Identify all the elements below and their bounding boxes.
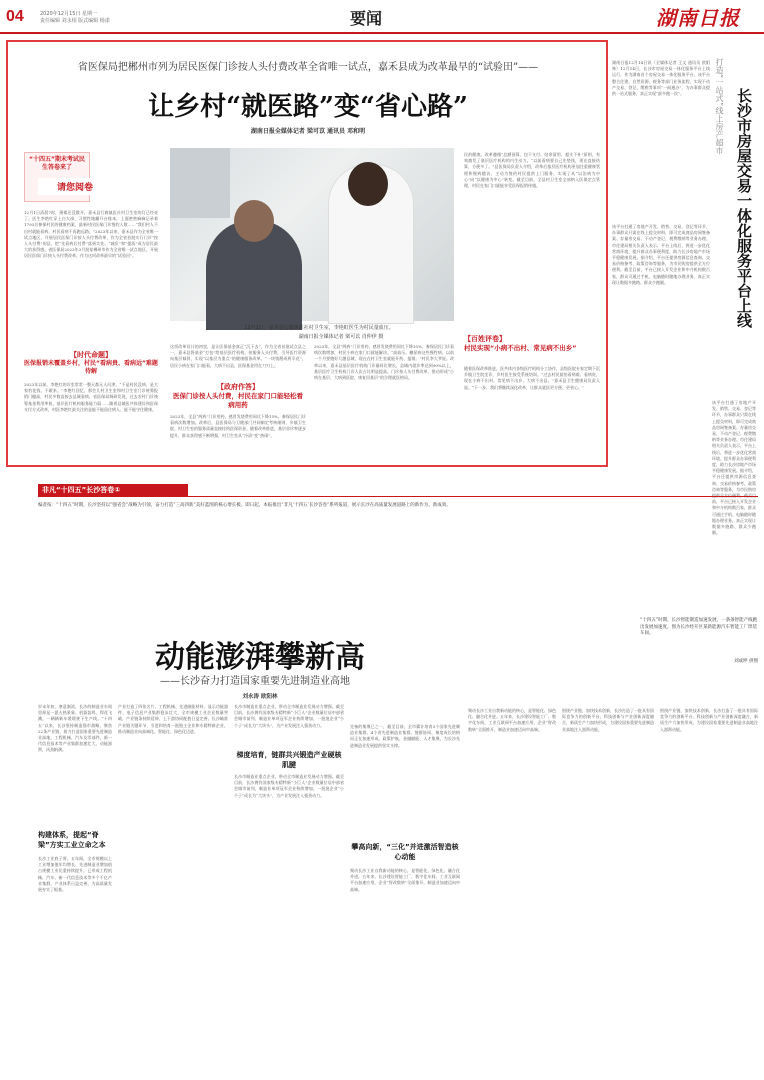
gov-headline: 医保门诊按人头付费，村民在家门口能轻松看病用药 bbox=[170, 392, 306, 410]
lead-kicker: 省医保局把郴州市列为居民医保门诊按人头付费改革全省唯一试点，嘉禾县成为改革最早的“试验田”—— bbox=[77, 62, 539, 73]
feature-body-col1: 岁末年初，寒意渐浓，长沙的制造业车间里却是一派火热景象。机器轰鸣、焊花飞溅，一辆辆新车缓缓驶下生产线。“十四五”以来，长沙坚持制造强市战略，聚焦22条产业链，着力打造国家重要先进制造业高地，工程机械、汽车及零部件、新一代信息技术等产业集群加速壮大，动能澎湃，风劲帆满。 bbox=[38, 704, 112, 753]
sidebar-body: 该平台打通了房地产开发、销售、交易、登记等环节，办事群众只需在线上提交材料，即可完成商品房网签备案、存量房交易、不动产登记、税费缴纳等业务办理。市住建局相关负责人表示，平台上线后，将进一步优化营商环境，提升群众办事便利度，助力长沙房地产市场平稳健康发展。据介绍，平台还提供房源信息查询、交易价格参考、政策咨询等服务，为市民购房提供全方位便利。截至目前，平台已接入开发企业和中介机构数百家，群众可通过手机、电脑随时随地办理业务，真正实现让数据多跑路、群众少跑腿。 bbox=[612, 224, 710, 285]
feature-body-col3: 长沙市制造业重点企业，带动全市制造业发展动力增强。截至目前，长沙拥有国家级专精特新“小巨人”企业数量位居中部省会城市前列，制造业单项冠军企业持续增加。一批批企业“小个子”成长为“大块头”，为产业发展注入强劲动力。 bbox=[234, 704, 344, 728]
feature-sub2: 梯度培育，链群共兴锻造产业硬核肌腱 bbox=[236, 751, 342, 769]
lead-byline: 湖南日报全媒体记者 梁可苡 通讯员 邓和明 bbox=[250, 128, 366, 135]
feature-intro: 编者按：“十四五”时期，长沙坚持以“强省会”战略为引领，奋力打造“三高四新”美好蓝图的核心增长极。即日起，本报推出“非凡‘十四五’长沙答卷”系列报道，展示长沙在高质量发展道路上的新作为、新成效。 bbox=[38, 503, 451, 508]
feature-body-col5: 聚动长沙工业自我新动能的核心，是智能化、绿色化、融合化并进。五年来，长沙建设智能工厂、数字化车间，工业互联网平台加速应用，企业“智改数转”全面推开，制造业加速迈向中高端。 bbox=[468, 708, 556, 732]
editors: 责任编辑 刘永相 版式编辑 杨漾 bbox=[40, 18, 110, 24]
photo-caption: 12月1日，嘉禾县行廊镇医社村卫生室，李艳虹医生为村民量血压。 bbox=[244, 325, 394, 331]
lead-body-col1b: 2023年以前，李艳红的诊室常常一整天都无人问津。“不是村民没病，是大家怕花钱、不敢来。”李艳红回忆，那会儿村卫生室和村卫生室门诊统筹报销门槛高，村民多数直接去县城看病。省医保局调研发现，过去农村门诊统筹基金利用率低，基层医疗机构服务能力弱……随着县域医共体建设和医保支付方式改革，村医李艳红最关注的是能不能留住病人、能不能守住健康。 bbox=[24, 382, 158, 412]
feature-byline: 刘永涛 欧阳林 bbox=[242, 694, 278, 700]
lead-photo bbox=[170, 148, 454, 321]
lead-body-col2b: 2023年，全县“两病”门诊用药，感冒发烧费用同比下降15%，参保居民门诊看病次数增加。改革后，县医保局与卫健部门共同制定考核细则，乡镇卫生院、村卫生室的服务质量直接挂钩医保资金。随着改革推进，基层首诊率逐步提升，群众获得感不断增强，村卫生室从“冷清”变“热闹”。 bbox=[170, 414, 306, 438]
sidebar-headline: 长沙市房屋交易一体化服务平台上线 bbox=[735, 88, 753, 328]
lead-body-col4: 民的健康。改革遵循“总额预算、包干支付、结余留用、超支不补”原则，有效激发了基层医疗机构的内生动力。“以前看病要自己先垫钱，现在直接结算，方便多了。”县医保局负责人介绍，改革后基层医疗机构更加注重健康管理和慢病随访，主动为签约村民提供上门服务，实现了从“以治病为中心”向“以健康为中心”转变。截至目前，全县村卫生室全部纳入医保定点管理，村民在家门口就能享受医保报销待遇。 bbox=[464, 152, 600, 189]
sidebar-story bbox=[612, 40, 760, 536]
doctor-head bbox=[348, 162, 388, 206]
robot-arm bbox=[469, 557, 551, 652]
feature-body-col6: 围绕产业链，加快技术创新，长沙打造了一批具有国际竞争力的创新平台，科技创新与产业创新深度融合，新质生产力加快形成，为建设国家重要先进制造业高地注入澎湃动能。 bbox=[562, 708, 654, 732]
feature-body-col7: 围绕产业链，加快技术创新，长沙打造了一批具有国际竞争力的创新平台，科技创新与产业创新深度融合，新质生产力加快形成，为建设国家重要先进制造业高地注入澎湃动能。 bbox=[660, 708, 758, 732]
medicine-shelf bbox=[170, 148, 230, 218]
lead-story bbox=[6, 40, 608, 467]
time-tag: 【时代命题】 bbox=[70, 351, 112, 359]
gov-tag: 【政府作答】 bbox=[170, 382, 306, 392]
intro-title: 请您阅卷 bbox=[38, 178, 112, 195]
lead-body-col3: 2023年，全县“两病”门诊用药，感冒发烧费用同比下降15%，参保居民门诊看病次数增加，村民小病在家门口就能解决。“高血压、糖尿病这些慢性病，以前一个月要跑好几趟县城，现在在村卫生室就能开药、报销。”村民李大爷说。改革以来，嘉禾县基层医疗机构门诊量同比增长，县域内就诊率达到90%以上，基层医疗卫生机构门诊人次占比明显提高。门诊按人头付费改革，推动形成“小病在基层、大病到医院、康复回基层”的合理就医格局。 bbox=[314, 344, 454, 381]
section-title: 要闻 bbox=[350, 9, 383, 28]
feature-body-col2: 产业打造了四张名片，工程机械、先进储能材料、显示功能器件、电子信息产业集群稳步壮大，全市规模工业企业数量突破，产业链条持续延伸，上下游协同配套日益完善。长沙瞄准产业链关键环节，引进和培育一批链主企业和专精特新企业，推动制造业向高端化、智能化、绿色化迈进。 bbox=[118, 704, 228, 734]
time-headline: 医保报销未覆盖乡村，村民“看病贵、看病远”难题待解 bbox=[24, 360, 158, 375]
feature-sub3: 攀高向新，“三化”并进激活智造核心动能 bbox=[351, 843, 459, 861]
feature-sub1: 构建体系，提起“脊梁”方实工业立命之本 bbox=[38, 831, 106, 849]
lead-headline: 让乡村“就医路”变“省心路” bbox=[148, 92, 468, 122]
issue-date: 2020年12月15日 星期一 bbox=[40, 11, 98, 17]
sidebar-vertical-title: 打造“一站式”线上房产超市 bbox=[715, 58, 724, 155]
feature-body-col4: 完备的集聚已之一，截至目前，全市累计培育3个国家先进制造业集群，4个省先进制造业集群。链群协同、梯度成长的格局正在加速形成。政策护航、金融赋能、人才集聚，为长沙先进制造业发展提供坚实支撑。 bbox=[350, 724, 460, 748]
patient-head bbox=[234, 200, 274, 242]
feature-tag: 非凡“十四五”长沙答卷① bbox=[38, 484, 188, 496]
sidebar-body-2: 该平台打通了房地产开发、销售、交易、登记等环节，办事群众只需在线上提交材料，即可完成商品房网签备案、存量房交易、不动产登记、税费缴纳等业务办理。市住建局相关负责人表示，平台上线后，将进一步优化营商环境，提升群众办事便利度，助力长沙房地产市场平稳健康发展。据介绍，平台还提供房源信息查询、交易价格参考、政策咨询等服务，为市民购房 前，平台已接入开发企业和中介机构数百家，群众可通过手机、电脑随时随地办理业务，真正实现让数据多跑路、群众少跑腿。 bbox=[712, 400, 756, 536]
photo-credit: 湖南日报全媒体记者 梁可苡 肖仲伊 摄 bbox=[298, 334, 384, 340]
masthead bbox=[0, 0, 764, 34]
feature-subhead: ——长沙奋力打造国家重要先进制造业高地 bbox=[160, 676, 350, 687]
feature-tag-line bbox=[38, 496, 758, 497]
issue-date-editors bbox=[40, 11, 110, 25]
page-number: 04 bbox=[6, 8, 24, 25]
feature-body-col1b: 长沙工业底子厚。五年间，全市规模以上工业增加值年均增长，先进制造业增加值占规模工业比重持续提升，已形成工程机械、汽车、新一代信息技术等多个千亿产业集群，产业体系日益完善，为高质量发展夯实了根基。 bbox=[38, 856, 112, 893]
factory-ceiling bbox=[0, 524, 764, 574]
feature-photo-caption: “十四五”时期，长沙智能制造加速发展，一条条智能产线跑出发展加速度。图为长沙经开区某新能源汽车智能工厂焊装车间。 bbox=[640, 618, 758, 636]
public-headline: 村民实现“小病不出村、常见病不出乡” bbox=[464, 344, 577, 352]
newspaper-logo: 湖南日报 bbox=[656, 6, 740, 30]
feature-photo-credit: 刘成坤 供图 bbox=[734, 659, 758, 664]
public-tag: 【百姓评卷】 bbox=[464, 335, 506, 343]
lead-body-col4b: 随着医保改革推进，医共体内各级医疗机构分工协作，县级医院专家定期下沉乡镇卫生院坐诊，乡村医生接受系统培训。“过去村民最怕看病难、看病贵，现在小病不出村、常见病不出乡，大病不出县。”嘉禾县卫生健康局负责人说。“下一步，我们将继续深化改革，让群众就医更方便、更省心。” bbox=[464, 366, 600, 390]
sidebar-lead-text: 湖南日报12月14日讯（全媒体记者 王文 通讯员 欧阳林）12月14日，长沙市房屋交易一体化服务平台上线运行，作为湖南首个房屋交易一体化服务平台，该平台整合住建、自然资源、税务等部门业务流程，实现不动产交易、登记、缴税等事项“一网通办”，为办事群众提供一站式服务，真正实现“最多跑一次”。 bbox=[612, 60, 710, 97]
intro-tag: “十四五”期末考试民生答卷来了 bbox=[29, 156, 85, 171]
feature-body-col4b: 聚动长沙工业自我新动能的核心，是智能化、绿色化、融合化并进。五年来，长沙建设智能工厂、数字化车间，工业互联网平台加速应用，企业“智改数转”全面推开，制造业加速迈向中高端。 bbox=[350, 868, 460, 892]
lead-body-col2: 这项改革设计的初衷，是让医保基金真正“沉下去”，作为全省首批试点县之一，嘉禾县将基金“打包”给基层医疗机构，按服务人头付费，引导医疗资源向基层倾斜，实现“以基层为重点”的健康服务改革。“一块钱掰成两半花”，居民小病在家门口能看，大病不出县，医保基金用在刀刃上。 bbox=[170, 344, 306, 368]
lead-body-col1: 12月1日清晨7时，薄雾还没散开，嘉禾县行廊镇医社村卫生室的灯已经亮了。医生李艳红穿上白大褂，习惯性地翻开台账本，上面密密麻麻记录着1793名参保村民的健康档案，最新村民医保门诊签约人数……“我们村人不出村就能看病，村民看病不再跑远路。”2023年以来，嘉禾县作为全省唯一试点地区，开展居民医保门诊按人头付费改革，作为全省首批实行门诊“按人头付费”的县，把“先看病后付费”落到实处。“减负”和“提质”成为居民最大的获得感。省医保局2023年3月批复郴州市作为全省唯一试点地区，开展居民医保门诊按人头付费改革，作为这项改革最早的“试验田”。 bbox=[24, 210, 158, 259]
feature-body-col3b: 长沙市制造业重点企业，带动全市制造业发展动力增强。截至目前，长沙拥有国家级专精特新“小巨人”企业数量位居中部省会城市前列，制造业单项冠军企业持续增加。一批批企业“小个子”成长为“大块头”，为产业发展注入强劲动力。 bbox=[234, 774, 344, 798]
feature-section bbox=[0, 472, 764, 1080]
feature-headline: 动能澎湃攀新高 bbox=[155, 640, 365, 675]
